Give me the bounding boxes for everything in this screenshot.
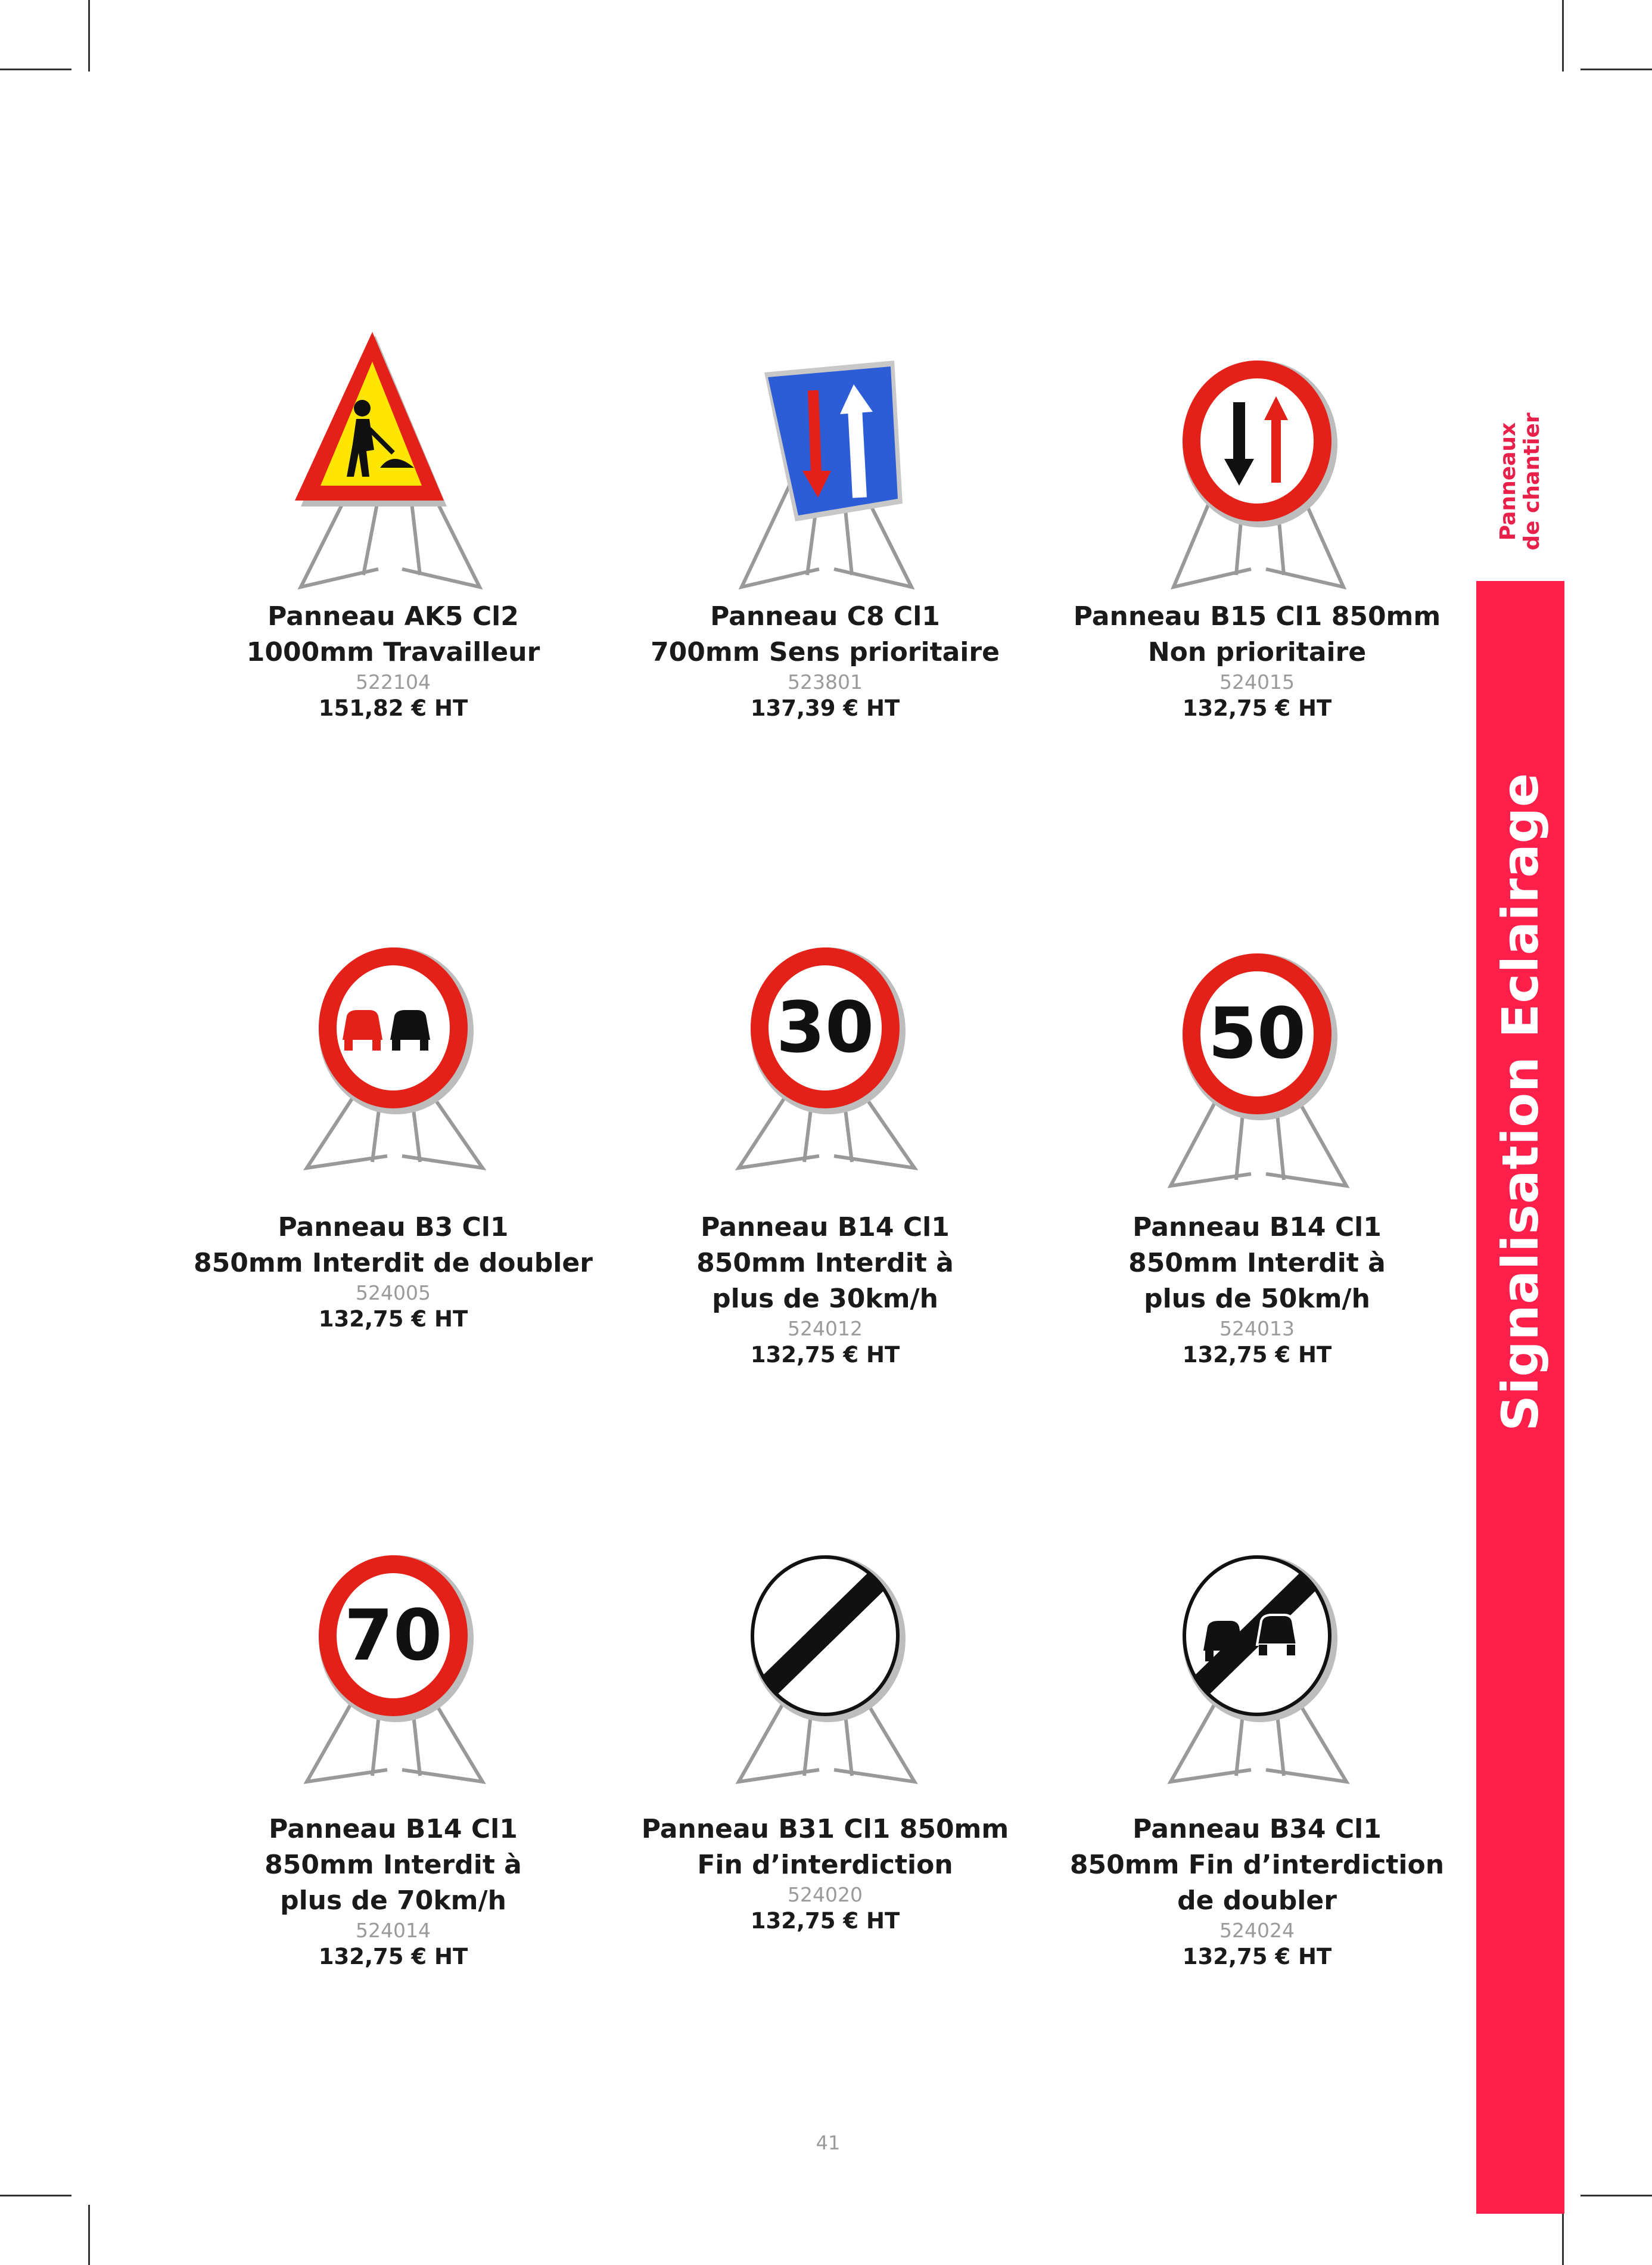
product-card[interactable] [617,325,1034,723]
page-number: 41 [816,2132,841,2154]
product-title-line2: Fin d’interdiction [697,1850,953,1880]
circle-speed-limit-icon [274,1537,512,1812]
crop-mark [1562,0,1564,72]
triangle-roadworks-icon [274,325,512,599]
product-price: 132,75 € HT [1182,1342,1332,1368]
product-price: 132,75 € HT [750,1342,900,1368]
product-reference: 524014 [356,1919,431,1942]
product-title-line1: Panneau B14 Cl1 [701,1212,950,1242]
speed-limit-value: 30 [776,986,875,1068]
product-reference: 524013 [1219,1317,1295,1340]
crop-mark [88,2205,90,2265]
product-price: 132,75 € HT [318,1306,468,1332]
product-title-line3: plus de 70km/h [280,1885,506,1916]
product-title-line2: 850mm Interdit à [1128,1248,1386,1278]
crop-mark [1581,2195,1652,2196]
speed-limit-value: 70 [344,1594,443,1676]
product-reference: 524012 [788,1317,863,1340]
product-reference: 522104 [356,670,431,694]
product-title-line2: 850mm Fin d’interdiction [1069,1850,1445,1880]
product-card[interactable] [1049,936,1466,1369]
product-card[interactable] [185,325,602,723]
product-title-line2: 850mm Interdit de doubler [194,1248,593,1278]
product-title-line3: plus de 50km/h [1144,1284,1370,1314]
product-price: 132,75 € HT [750,1908,900,1934]
crop-mark [1562,2205,1564,2265]
product-title-line1: Panneau B34 Cl1 [1133,1814,1382,1844]
product-price: 132,75 € HT [1182,1944,1332,1969]
product-title-line3: de doubler [1177,1885,1337,1916]
product-card[interactable] [185,1537,602,1971]
product-price: 151,82 € HT [318,695,468,721]
circle-end-no-overtaking-icon [1138,1537,1376,1812]
crop-mark [0,2195,71,2196]
product-card[interactable] [1049,1537,1466,1971]
section-title: Signalisation Eclairage [1491,772,1550,1431]
product-card[interactable] [617,1537,1034,1935]
product-reference: 524015 [1219,670,1295,694]
product-title-line1: Panneau B31 Cl1 850mm [641,1814,1009,1844]
product-title-line1: Panneau B14 Cl1 [1133,1212,1382,1242]
product-title-line2: 1000mm Travailleur [246,637,540,667]
product-reference: 524020 [788,1883,863,1906]
product-title-line1: Panneau B15 Cl1 850mm [1073,601,1441,632]
crop-mark [0,69,71,70]
product-reference: 523801 [788,670,863,694]
product-price: 137,39 € HT [750,695,900,721]
product-price: 132,75 € HT [1182,695,1332,721]
circle-speed-limit-icon [706,936,944,1210]
speed-limit-value: 50 [1208,992,1306,1074]
product-card[interactable] [1049,325,1466,723]
product-title-line2: Non prioritaire [1147,637,1367,667]
product-title-line2: 850mm Interdit à [696,1248,954,1278]
product-card[interactable] [617,936,1034,1369]
product-title-line3: plus de 30km/h [712,1284,938,1314]
product-title-line2: 700mm Sens prioritaire [651,637,1000,667]
square-priority-direction-icon [706,325,944,599]
product-price: 132,75 € HT [318,1944,468,1969]
product-reference: 524024 [1219,1919,1295,1942]
product-reference: 524005 [356,1281,431,1304]
crop-mark [1581,69,1652,70]
side-section-band [1476,581,1564,2214]
crop-mark [88,0,90,72]
circle-no-overtaking-icon [274,936,512,1210]
product-title-line1: Panneau C8 Cl1 [710,601,940,632]
circle-yield-oncoming-icon [1138,325,1376,599]
circle-end-of-restriction-icon [706,1537,944,1812]
side-category-tab [1476,400,1564,563]
side-category-line1: Panneaux [1496,422,1520,541]
product-title-line1: Panneau AK5 Cl2 [267,601,519,632]
product-card[interactable] [185,936,602,1334]
product-title-line2: 850mm Interdit à [265,1850,522,1880]
product-title-line1: Panneau B3 Cl1 [278,1212,509,1242]
product-title-line1: Panneau B14 Cl1 [269,1814,518,1844]
side-category-line2: de chantier [1520,412,1544,551]
circle-speed-limit-icon [1138,936,1376,1210]
